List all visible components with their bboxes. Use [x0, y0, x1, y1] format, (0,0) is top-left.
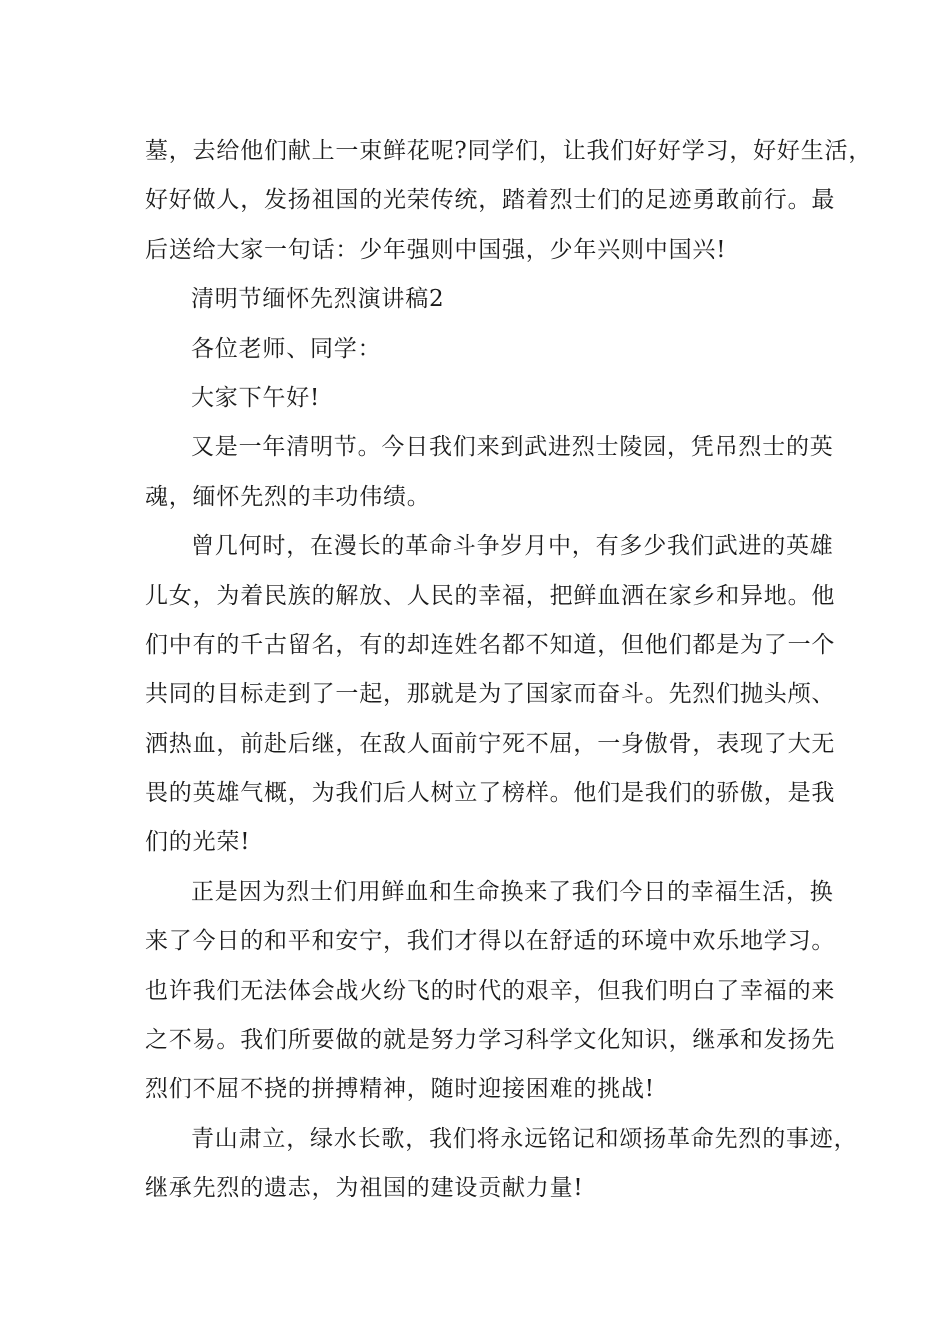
paragraph-start: 青山肃立，绿水长歌，我们将永远铭记和颂扬革命先烈的事迹， [191, 1125, 858, 1152]
text-line: 墓，去给他们献上一束鲜花呢?同学们，让我们好好学习，好好生活， [145, 138, 873, 164]
paragraph-start: 曾几何时，在漫长的革命斗争岁月中，有多少我们武进的英雄 [191, 533, 834, 560]
text-line: 共同的目标走到了一起，那就是为了国家而奋斗。先烈们抛头颅、 [145, 681, 836, 708]
text-line: 继承先烈的遗志，为祖国的建设贡献力量! [145, 1175, 584, 1202]
text-line: 来了今日的和平和安宁，我们才得以在舒适的环境中欢乐地学习。 [145, 928, 836, 955]
text-line: 魂，缅怀先烈的丰功伟绩。 [145, 483, 431, 510]
paragraph-start: 正是因为烈士们用鲜血和生命换来了我们今日的幸福生活，换 [191, 878, 834, 905]
greeting: 大家下午好! [191, 384, 321, 411]
text-line: 烈们不屈不挠的拼搏精神，随时迎接困难的挑战! [145, 1076, 655, 1103]
speech-title: 清明节缅怀先烈演讲稿2 [191, 286, 445, 313]
text-line: 后送给大家一句话：少年强则中国强，少年兴则中国兴! [145, 236, 727, 263]
salutation: 各位老师、同学： [191, 335, 382, 362]
text-line: 好好做人，发扬祖国的光荣传统，踏着烈士们的足迹勇敢前行。最 [145, 187, 836, 214]
text-line: 也许我们无法体会战火纷飞的时代的艰辛，但我们明白了幸福的来 [145, 977, 836, 1004]
paragraph-start: 又是一年清明节。今日我们来到武进烈士陵园，凭吊烈士的英 [191, 434, 834, 461]
text-line: 洒热血，前赴后继，在敌人面前宁死不屈，一身傲骨，表现了大无 [145, 730, 836, 757]
text-line: 们的光荣! [145, 829, 251, 856]
speech-text [145, 127, 873, 1214]
text-line: 之不易。我们所要做的就是努力学习科学文化知识，继承和发扬先 [145, 1027, 836, 1054]
text-line: 们中有的千古留名，有的却连姓名都不知道，但他们都是为了一个 [145, 631, 836, 658]
text-line: 儿女，为着民族的解放、人民的幸福，把鲜血洒在家乡和异地。他 [145, 582, 836, 609]
text-line: 畏的英雄气概，为我们后人树立了榜样。他们是我们的骄傲，是我 [145, 780, 836, 807]
